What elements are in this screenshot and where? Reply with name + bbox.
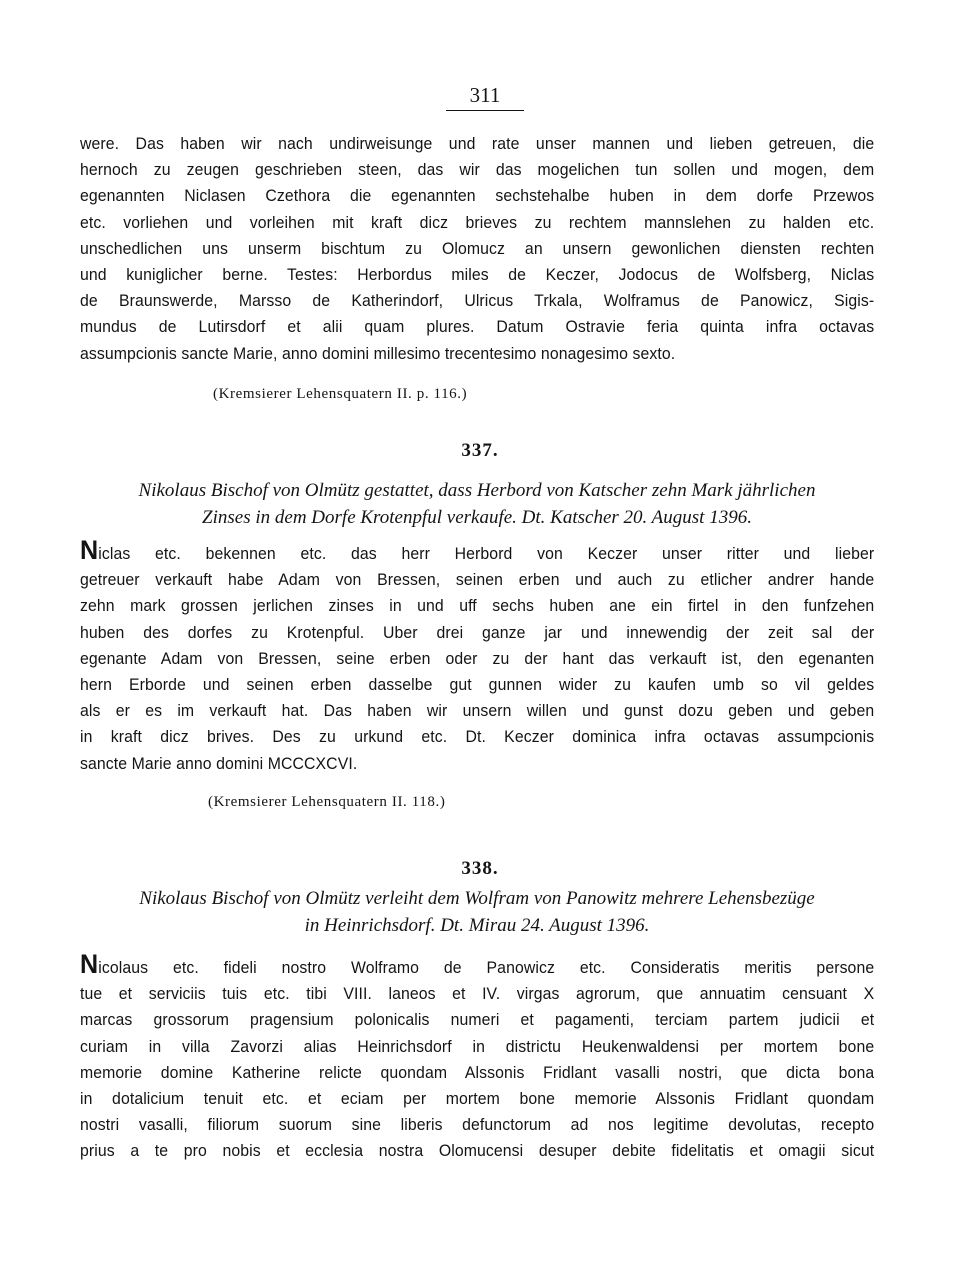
text-line: prius a te pro nobis et ecclesia nostra Olomucensi desuper debite fidelitatis et omagii sicut [80,1141,875,1161]
document-heading [80,477,874,531]
text-line: getreuer verkauft habe Adam von Bressen, seinen erben und auch zu etlicher andrer hande [80,570,875,590]
text-line: hern Erborde und seinen erben dasselbe gut gunnen wider zu kaufen umb so vil geldes [80,675,875,695]
text-line: in kraft dicz brives. Des zu urkund etc. Dt. Keczer dominica infra octavas assumpcionis [80,727,875,747]
text-line: sancte Marie anno domini MCCCXCVI. [80,753,358,773]
text-line: were. Das haben wir nach undirweisunge und rate unser mannen und lieben getreuen, die [80,134,875,153]
source-citation: (Kremsierer Lehensquatern II. p. 116.) [213,386,468,402]
document-body [80,535,875,777]
drop-capital: N [80,535,99,565]
document-number: 338. [461,858,499,879]
text-line: als er es im verkauft hat. Das haben wir unsern willen und gunst dozu geben und geben [80,701,875,721]
text-line: Niclas etc. bekennen etc. das herr Herbord von Keczer unser ritter und lieber [80,535,875,565]
text-line: in dotalicium tenuit etc. et eciam per mortem bone memorie Alssonis Fridlant quondam [80,1089,875,1109]
text-line: egenannten Niclasen Czethora die egenannten sechstehalbe huben in dem dorfe Przewos [80,186,875,206]
continuation-text [80,131,874,367]
document-heading [80,885,874,939]
heading-line: Nikolaus Bischof von Olmütz verleiht dem Wolfram von Panowitz mehrere Lehensbezüge [139,888,815,909]
text-line: tue et serviciis tuis etc. tibi VIII. laneos et IV. virgas agrorum, que annuatim censuant X [80,984,875,1004]
text-line: egenante Adam von Bressen, seine erben oder zu der hant das verkauft ist, den egenanten [80,648,875,668]
text-line: curiam in villa Zavorzi alias Heinrichsdorf in districtu Heukenwaldensi per mortem bone [80,1036,875,1056]
text-line: hernoch zu zeugen geschrieben steen, das wir das mogelichen tun sollen und mogen, dem [80,160,875,180]
document-body [80,949,875,1165]
text-line: Nicolaus etc. fideli nostro Wolframo de Panowicz etc. Consideratis meritis persone [80,949,875,979]
drop-capital: N [80,949,99,979]
text-line: und kuniglicher berne. Testes: Herbordus miles de Keczer, Jodocus de Wolfsberg, Niclas [80,265,875,285]
heading-line: in Heinrichsdorf. Dt. Mirau 24. August 1396. [304,915,650,936]
heading-line: Zinses in dem Dorfe Krotenpful verkaufe. Dt. Katscher 20. August 1396. [202,507,752,528]
text-line: mundus de Lutirsdorf et alii quam plures. Datum Ostravie feria quinta infra octavas [80,317,875,337]
text-line: unschedlichen uns unserm bischtum zu Olomucz an unsern gewonlichen diensten rechten [80,238,875,258]
heading-line: Nikolaus Bischof von Olmütz gestattet, dass Herbord von Katscher zehn Mark jährlichen [138,480,816,501]
text-line: zehn mark grossen jerlichen zinses in und uff sechs huben ane ein firtel in den funfzehen [80,596,875,616]
source-citation: (Kremsierer Lehensquatern II. 118.) [208,794,446,810]
document-number: 337. [461,440,499,461]
page-number: 311 [446,82,524,111]
text-line: nostri vasalli, filiorum suorum sine liberis defunctorum ad nos legitime devolutas, recepto [80,1115,875,1135]
text-line: de Braunswerde, Marsso de Katherindorf, Ulricus Trkala, Wolframus de Panowicz, Sigis- [80,291,875,311]
text-line: etc. vorliehen und vorleihen mit kraft dicz brieves zu rechtem mannslehen zu halden etc. [80,212,875,232]
text-line: huben des dorfes zu Krotenpful. Uber drei ganze jar und innewendig der zeit sal der [80,622,875,642]
text-line: assumpcionis sancte Marie, anno domini millesimo trecentesimo nonagesimo sexto. [80,343,676,363]
text-line: memorie domine Katherine relicte quondam Alssonis Fridlant vasalli nostri, que dicta bona [80,1062,875,1082]
text-line: marcas grossorum pragensium polonicalis numeri et pagamenti, terciam partem judicii et [80,1010,875,1030]
